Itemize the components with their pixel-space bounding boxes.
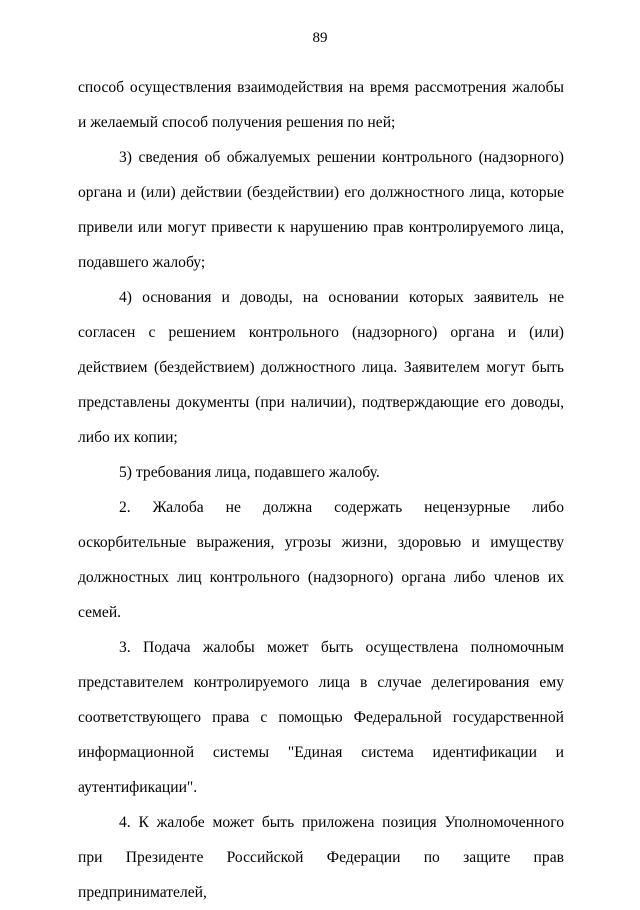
paragraph-clause-4: 4. К жалобе может быть приложена позиция Уполномоченного при Президенте Российской Федерации по защите прав предпринимателей, <box>78 814 564 901</box>
paragraph-item-4: 4) основания и доводы, на основании которых заявитель не согласен с решением контрольного (надзорного) органа и (или) действием (бездействием) должностного лица. Заявителем могут быть представлены документы (при наличии), подтверждающие его доводы, либо их копии; <box>78 289 564 446</box>
paragraph-clause-3: 3. Подача жалобы может быть осуществлена полномочным представителем контролируемого лица в случае делегирования ему соответствующего права с помощью Федеральной государственной информационной системы "Единая система идентификации и аутентификации". <box>78 639 564 796</box>
paragraph-continuation: способ осуществления взаимодействия на время рассмотрения жалобы и желаемый способ получения решения по ней; <box>78 79 564 131</box>
paragraph-item-5: 5) требования лица, подавшего жалобу. <box>119 464 380 481</box>
paragraph-clause-2: 2. Жалоба не должна содержать нецензурные либо оскорбительные выражения, угрозы жизни, здоровью и имуществу должностных лиц контрольного (надзорного) органа либо членов их семей. <box>78 499 564 621</box>
document-body <box>78 70 564 910</box>
paragraph-item-3: 3) сведения об обжалуемых решении контрольного (надзорного) органа и (или) действии (бездействии) его должностного лица, которые привели или могут привести к нарушению прав контролируемого лица, подавшего жалобу; <box>78 149 564 271</box>
page-number: 89 <box>312 30 328 46</box>
